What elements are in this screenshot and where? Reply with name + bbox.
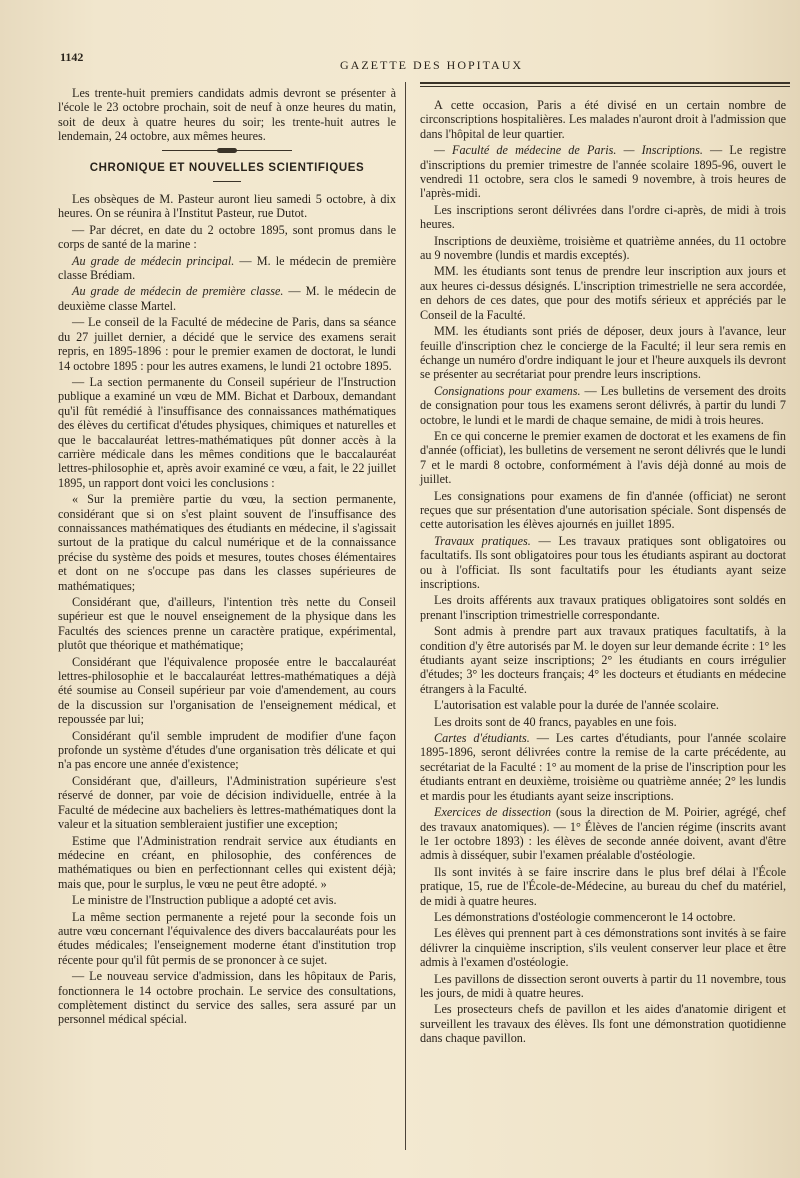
left-column [58, 86, 396, 1029]
article-paragraph: Considérant que l'équivalence proposée entre le baccalauréat lettres-philosophie et le baccalauréat lettres-mathématiques a déjà été soumise au Conseil supérieur par voie d'amendement, au cours de la discussion sur l'organisation de l'enseignement médical, et repoussée par lui; [58, 654, 396, 727]
paragraph-text: (sous la direction de M. Poirier, agrégé, chef des travaux anatomiques). — 1° Élèves de l'ancien régime (inscrits avant le 1er octobre 1893) : les élèves de seconde année doivent, avant d'être admis à disséquer, subir l'examen préalable d'ostéologie. [420, 805, 786, 863]
article-paragraph: A cette occasion, Paris a été divisé en un certain nombre de circonscriptions hospitalières. Les malades n'auront droit à l'admission que dans l'hôpital de leur quartier. [420, 98, 786, 141]
ornament-separator [162, 150, 292, 151]
italic-heading: Au grade de médecin de première classe. [72, 284, 284, 299]
page-number: 1142 [60, 50, 84, 64]
paragraph-text: — Les cartes d'étudiants, pour l'année scolaire 1895-1896, seront délivrées contre la remise de la carte précédente, au secrétariat de la Faculté : 1° au moment de la prise de l'inscription pour les étudiants entrant en deuxième, troisième ou quatrième année; 2° les lundis et mardis pour les étudiants ayant seize inscriptions. [420, 731, 787, 803]
article-paragraph: — La section permanente du Conseil supérieur de l'Instruction publique a examiné un vœu de MM. Bichat et Darboux, demandant qu'il fût remédié à l'insuffisance des connaissances mathématiques des élèves du certificat d'études physiques, chimiques et naturelles et que le baccalauréat lettres-mathématiques pût donner accès à la carrière médicale dans les mêmes conditions que le baccalauréat lettres-philosophie et, après avoir examiné ce vœu, a fait, le 22 juillet 1895, un rapport dont voici les conclusions : [58, 374, 396, 490]
article-paragraph: Les inscriptions seront délivrées dans l'ordre ci-après, de midi à trois heures. [420, 202, 786, 232]
article-paragraph: MM. les étudiants sont tenus de prendre leur inscription aux jours et aux heures ci-dessus désignés. L'inscription trimestrielle ne sera accordée, en dehors de ces dates, que pour des motifs sérieux et appréciés par le Conseil de la Faculté. [420, 264, 786, 322]
italic-heading: — Faculté de médecine de Paris. — Inscriptions. [434, 143, 703, 158]
italic-heading: Au grade de médecin principal. [72, 253, 235, 268]
paragraph-text: — Les bulletins de versement des droits de consignation pour tous les examens seront délivrés, à partir du lundi 7 octobre, le lundi et le mardi de chaque semaine, de midi à trois heures. [420, 383, 786, 427]
paragraph-text: — M. le médecin de première classe Brédiam. [58, 253, 396, 283]
right-column [420, 98, 786, 1048]
publication-title: GAZETTE DES HOPITAUX [340, 58, 524, 72]
article-paragraph: Considérant que, d'ailleurs, l'Administration supérieure s'est réservé de donner, par voie de décision individuelle, entrée à la Faculté de médecine aux bacheliers ès lettres-mathématiques dont la valeur et la situation sembleraient justifier une exception; [58, 773, 396, 832]
article-paragraph: « Sur la première partie du vœu, la section permanente, considérant que si on s'est plaint souvent de l'insuffisance des connaissances mathématiques des étudiants en médecine, il s'agissait surtout de la pratique du calcul numérique et de la connaissance précise du système des poids et mesures, toutes choses élémentaires et dont on ne s'occupe pas dans les classes supérieures de mathématiques; [58, 492, 396, 593]
italic-heading: Travaux pratiques. [434, 533, 531, 548]
article-paragraph: En ce qui concerne le premier examen de doctorat et les examens de fin d'année (officiat), les bulletins de versement ne seront délivrés que le lundi 7 et le mardi 8 octobre, conformément à l'avis déjà donné au mois de juillet. [420, 428, 786, 487]
article-paragraph [420, 384, 786, 427]
article-paragraph: Ils sont invités à se faire inscrire dans le plus bref délai à l'École pratique, 15, rue de l'École-de-Médecine, au bureau du chef du matériel, de midi à quatre heures. [420, 864, 786, 908]
article-paragraph: — Par décret, en date du 2 octobre 1895, sont promus dans le corps de santé de la marine : [58, 222, 396, 252]
article-paragraph: L'autorisation est valable pour la durée de l'année scolaire. [434, 698, 719, 713]
article-paragraph: Les consignations pour examens de fin d'année (officiat) ne seront reçues que sur présentation d'une autorisation spéciale. Sont dispensés de cette autorisation les élèves ajournés en juillet 1895. [420, 488, 786, 532]
column-divider [405, 82, 406, 1150]
article-paragraph: Estime que l'Administration rendrait service aux étudiants en médecine en créant, en philosophie, des conférences de mathématiques ou bien en perfectionnant celles qui existent déjà; mais que, pour le surplus, le vœu ne peut être adopté. » [58, 833, 396, 891]
paragraph-text: — Les travaux pratiques sont obligatoires ou facultatifs. Ils sont obligatoires pour tous les étudiants aspirant au doctorat ou à l'officiat. Ils sont facultatifs pour les étudiants ayant seize inscriptions. [420, 533, 786, 591]
section-title: CHRONIQUE ET NOUVELLES SCIENTIFIQUES [89, 161, 365, 174]
article-paragraph: Les pavillons de dissection seront ouverts à partir du 11 novembre, tous les jours, de midi à quatre heures. [420, 971, 786, 1000]
article-paragraph: Considérant qu'il semble imprudent de modifier d'une façon profonde un système d'études d'une organisation très délicate et qui n'a pas encore une année d'existence; [58, 728, 396, 772]
article-paragraph [58, 254, 396, 283]
page-header [60, 48, 790, 74]
article-paragraph: Sont admis à prendre part aux travaux pratiques facultatifs, à la condition d'y être autorisés par M. le doyen sur leur demande écrite : 1° les étudiants ayant seize inscriptions; 2° les étudiants en cours irrégulier d'études; 3° les docteurs français; 4° les docteurs et étudiants en médecine étrangers à la Faculté. [420, 624, 786, 696]
article-paragraph [58, 284, 396, 313]
article-paragraph: Les élèves qui prennent part à ces démonstrations sont invités à se faire délivrer la cinquième inscription, s'ils veulent conserver leur place et être admis à l'examen d'ostéologie. [420, 926, 786, 970]
article-paragraph: Les droits sont de 40 francs, payables en une fois. [434, 714, 677, 729]
article-paragraph [420, 534, 786, 592]
title-rule [213, 181, 241, 182]
article-paragraph: Les droits afférents aux travaux pratiques obligatoires sont soldés en prenant l'inscription trimestrielle correspondante. [420, 593, 786, 622]
article-paragraph: Les démonstrations d'ostéologie commenceront le 14 octobre. [434, 909, 736, 924]
article-paragraph: — Le conseil de la Faculté de médecine de Paris, dans sa séance du 27 juillet dernier, a décidé que le service des examens serait repris, en 1895-1896 : pour le premier examen de doctorat, le lundi 14 octobre 1895 : pour les autres examens, le lundi 21 octobre 1895. [58, 315, 396, 373]
paragraph-text: — Le registre d'inscriptions du premier trimestre de l'année scolaire 1895-96, ouvert le vendredi 11 octobre, sera clos le samedi 9 novembre, à trois heures de l'après-midi. [420, 143, 786, 201]
article-paragraph: Le ministre de l'Instruction publique a adopté cet avis. [72, 893, 337, 908]
italic-heading: Cartes d'étudiants. [434, 731, 530, 746]
article-paragraph: Les obsèques de M. Pasteur auront lieu samedi 5 octobre, à dix heures. On se réunira à l'Institut Pasteur, rue Dutot. [58, 192, 396, 221]
article-paragraph: La même section permanente a rejeté pour la seconde fois un autre vœu concernant l'équivalence des divers baccalauréats pour les études médicales; l'enseignement moderne étant d'institution trop récente pour qu'il fût permis de se prononcer à ce sujet. [58, 909, 396, 967]
article-paragraph [420, 731, 786, 803]
intro-paragraph: Les trente-huit premiers candidats admis devront se présenter à l'école le 23 octobre prochain, soit de neuf à onze heures du matin, soit de deux à quatre heures du soir; les trente-huit autres le lendemain, 24 octobre, aux mêmes heures. [58, 86, 396, 144]
header-rule-right-thin [420, 86, 790, 87]
header-rule-right-thick [420, 82, 790, 84]
article-paragraph: Les prosecteurs chefs de pavillon et les aides d'anatomie dirigent et surveillent les travaux des élèves. Ils font une démonstration quotidienne dans chaque pavillon. [420, 1002, 786, 1046]
article-paragraph: Inscriptions de deuxième, troisième et quatrième années, du 11 octobre au 9 novembre (lundis et mardis exceptés). [420, 233, 786, 263]
article-paragraph: MM. les étudiants sont priés de déposer, deux jours à l'avance, leur feuille d'inscription chez le concierge de la Faculté; il leur sera remis en échange un numéro d'ordre indiquant le jour et l'heure auxquels ils devront se présenter au secrétariat pour prendre leurs inscriptions. [420, 324, 786, 382]
italic-heading: Consignations pour examens. [434, 383, 581, 398]
article-paragraph [420, 805, 786, 863]
article-paragraph: — Le nouveau service d'admission, dans les hôpitaux de Paris, fonctionnera le 14 octobre prochain. Le service des consultations, complètement distinct du service des salles, sera assuré par un personnel médical spécial. [58, 969, 396, 1027]
italic-heading: Exercices de dissection [434, 805, 552, 820]
paragraph-text: — M. le médecin de deuxième classe Martel. [58, 284, 396, 313]
article-paragraph [420, 143, 786, 201]
article-paragraph: Considérant que, d'ailleurs, l'intention très nette du Conseil supérieur est que le nouvel enseignement de la physique dans les Facultés des sciences prenne un caractère pratique, expérimental, plutôt que théorique et mathématique; [58, 595, 396, 653]
